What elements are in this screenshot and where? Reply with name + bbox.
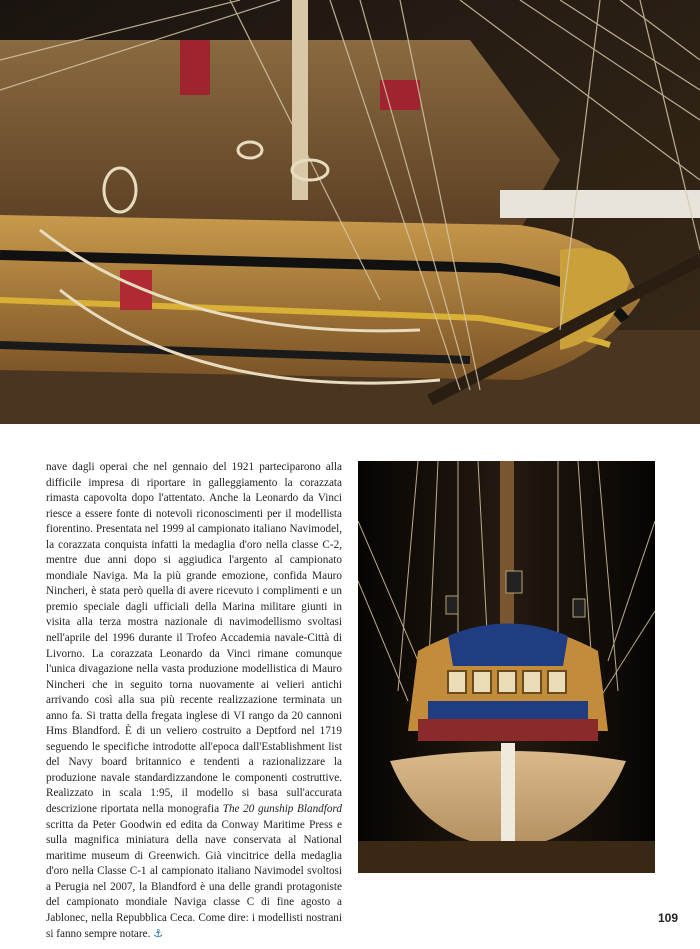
page-number: 109 xyxy=(657,911,678,925)
article-text xyxy=(46,460,342,943)
article-paragraph: nave dagli operai che nel gennaio del 1921 parteciparono alla difficile impresa di riportare in galleggiamento la corazzata rimasta capovolta dopo l'attentato. Anche la Leonardo da Vinci riesce a essere fonte di notevoli riconoscimenti per il modellista fiorentino. Presentata nel 1999 al campionato italiano Navimodel, la corazzata conquista infatti la medaglia d'oro nella classe C-2, mentre due anni dopo si aggiudica l'argento al campionato mondiale Naviga. Ma la più grande emozione, confida Mauro Nincheri, è stata però quella di avere ricevuto i complimenti e un premio speciale dagli ufficiali della Marina militare giunti in visita alla terza mostra nazionale di navimodellismo svoltasi nell'aprile del 1996 durante il Trofeo Accademia navale-Città di Livorno. La corazzata Leonardo da Vinci rimane comunque l'unica divagazione nella vasta produzione modellistica di Mauro Nincheri che in seguito torna nuovamente ai velieri antichi arrivando così alla sua più recente realizzazione terminata un anno fa. Si tratta della fregata inglese di VI rango da 20 cannoni Hms Blandford. È di un veliero costruito a Deptford nel 1719 seguendo le specifiche introdotte all'epoca dall'Establishment list del Navy board britannico e tendenti a razionalizzare la produzione navale standardizzandone le componenti costruttive. Realizzato in scala 1:95, il modello si basa sull'accurata descrizione riportata nella monografia The 20 gunship Blandford scritta da Peter Goodwin ed edita da Conway Maritime Press e sulla magnifica miniatura della nave conservata al National maritime museum di Greenwich. Già vincitrice della medaglia d'oro nella Classe C-1 al campionato italiano Navimodel svoltosi a Perugia nel 2007, la Blandford è una delle grandi protagoniste del campionato mondiale Naviga classe C di fine agosto a Jablonec, nella Repubblica Ceca. Come dire: i modellisti nostrani si fanno sempre notare. ⚓ xyxy=(46,461,342,941)
anchor-end-icon: ⚓ xyxy=(153,927,164,941)
ship-stern-photo xyxy=(358,461,655,873)
ship-bow-photo xyxy=(0,0,700,424)
